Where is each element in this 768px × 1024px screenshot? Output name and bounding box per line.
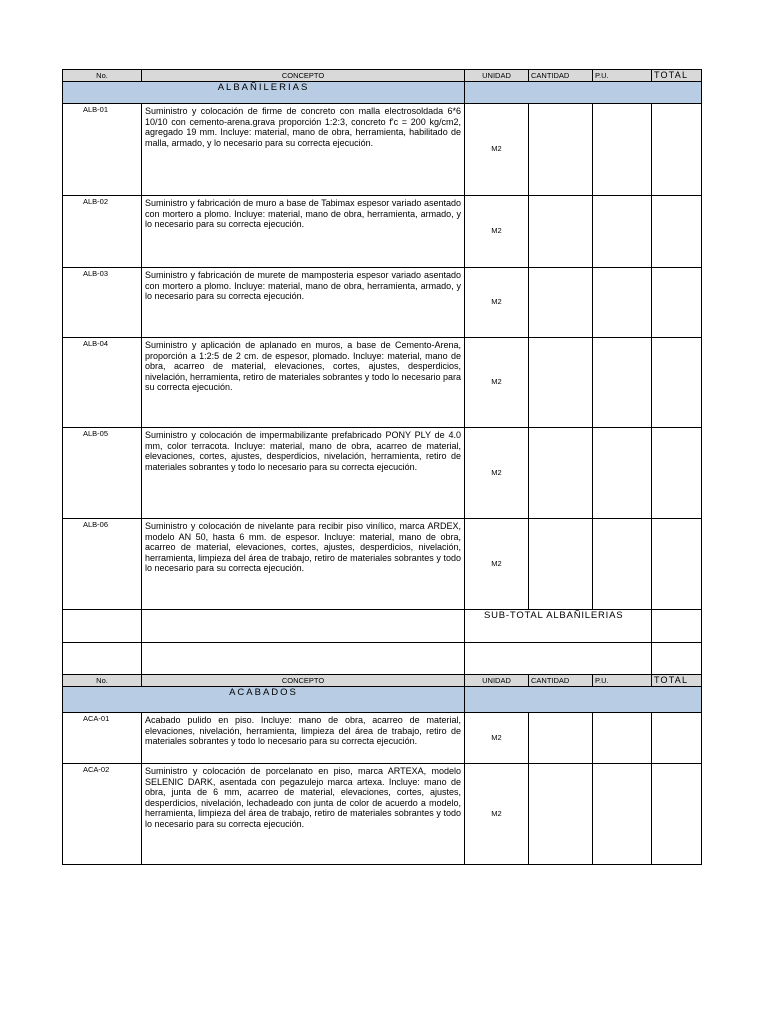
header-no: No.	[63, 675, 142, 687]
item-pu[interactable]	[593, 338, 652, 428]
item-cantidad[interactable]	[529, 196, 593, 268]
table-header-row	[63, 70, 702, 82]
table-row	[63, 268, 702, 338]
blank-cell	[465, 643, 652, 675]
item-total[interactable]	[652, 338, 702, 428]
budget-table	[62, 69, 702, 865]
item-unit: M2	[465, 196, 529, 268]
item-pu[interactable]	[593, 428, 652, 519]
item-total[interactable]	[652, 713, 702, 764]
subtotal-row	[63, 610, 702, 643]
item-description: Suministro y colocación de porcelanato en piso, marca ARTEXA, modelo SELENIC DARK, asentada con pegazulejo marca artexa. Incluye: mano de obra, junta de 6 mm, acarreo de material, elevaciones, cortes, ajustes, desperdicios, nivelación, lechadeado con junta de color de acuerdo a modelo, herramienta, limpieza del área de trabajo, retiro de materiales sobrantes y todo lo necesario para su correcta ejecución.	[142, 764, 465, 865]
item-pu[interactable]	[593, 519, 652, 610]
item-description: Suministro y aplicación de aplanado en muros, a base de Cemento-Arena, proporción a 1:2:5 de 2 cm. de espesor, plomado. Incluye: material, mano de obra, acarreo de material, elevaciones, cortes, ajustes, desperdicios, nivelación, herramienta, retiro de materiales sobrantes y todo lo necesario para su correcta ejecución.	[142, 338, 465, 428]
item-cantidad[interactable]	[529, 338, 593, 428]
table-row	[63, 713, 702, 764]
item-description: Suministro y colocación de nivelante para recibir piso vinílico, marca ARDEX, modelo AN 50, hasta 6 mm. de espesor. Incluye: material, mano de obra, acarreo de material, elevaciones, cortes, ajustes, desperdicios, nivelación, herramienta, limpieza del área de trabajo, retiro de materiales sobrantes y todo lo necesario para su correcta ejecución.	[142, 519, 465, 610]
header-total: TOTAL	[652, 70, 702, 82]
item-total[interactable]	[652, 268, 702, 338]
table-row	[63, 104, 702, 196]
section-fill	[465, 687, 702, 713]
item-unit: M2	[465, 713, 529, 764]
item-cantidad[interactable]	[529, 764, 593, 865]
section-fill	[465, 82, 702, 104]
blank-cell	[63, 643, 142, 675]
header-pu: P.U.	[593, 70, 652, 82]
section-title: ACABADOS	[63, 687, 465, 713]
table-row	[63, 338, 702, 428]
header-unidad: UNIDAD	[465, 675, 529, 687]
item-unit: M2	[465, 338, 529, 428]
item-cantidad[interactable]	[529, 428, 593, 519]
item-code: ALB-01	[63, 104, 142, 196]
item-unit: M2	[465, 268, 529, 338]
table-row	[63, 196, 702, 268]
item-code: ALB-02	[63, 196, 142, 268]
table-row	[63, 519, 702, 610]
subtotal-value[interactable]	[652, 610, 702, 643]
item-code: ALB-03	[63, 268, 142, 338]
item-total[interactable]	[652, 104, 702, 196]
header-pu: P.U.	[593, 675, 652, 687]
blank-row	[63, 643, 702, 675]
item-unit: M2	[465, 104, 529, 196]
header-cantidad: CANTIDAD	[529, 70, 593, 82]
item-cantidad[interactable]	[529, 104, 593, 196]
header-concepto: CONCEPTO	[142, 70, 465, 82]
item-code: ACA-02	[63, 764, 142, 865]
item-code: ALB-06	[63, 519, 142, 610]
item-description: Suministro y fabricación de muro a base de Tabimax espesor variado asentado con mortero a plomo. Incluye: material, mano de obra, herramienta, armado, y lo necesario para su correcta ejecución.	[142, 196, 465, 268]
blank-cell	[652, 643, 702, 675]
table-row	[63, 764, 702, 865]
section-row	[63, 82, 702, 104]
section-title: ALBAÑILERIAS	[63, 82, 465, 104]
item-cantidad[interactable]	[529, 713, 593, 764]
item-code: ALB-05	[63, 428, 142, 519]
item-pu[interactable]	[593, 104, 652, 196]
item-description: Suministro y colocación de impermabilizante prefabricado PONY PLY de 4.0 mm, color terracota. Incluye: material, mano de obra, acarreo de material, elevaciones, cortes, ajustes, desperdicios, nivelación, herramienta, retiro de materiales sobrantes y todo lo necesario para su correcta ejecución.	[142, 428, 465, 519]
section-row	[63, 687, 702, 713]
item-total[interactable]	[652, 519, 702, 610]
item-cantidad[interactable]	[529, 519, 593, 610]
item-total[interactable]	[652, 764, 702, 865]
item-unit: M2	[465, 764, 529, 865]
subtotal-empty	[63, 610, 142, 643]
item-pu[interactable]	[593, 196, 652, 268]
item-description: Suministro y fabricación de murete de mamposteria espesor variado asentado con mortero a plomo. Incluye: material, mano de obra, herramienta, armado, y lo necesario para su correcta ejecución.	[142, 268, 465, 338]
item-code: ALB-04	[63, 338, 142, 428]
item-description: Acabado pulido en piso. Incluye: mano de obra, acarreo de material, elevaciones, nivelación, herramienta, limpieza del área de trabajo, retiro de materiales sobrantes y todo lo necesario para su correcta ejecución.	[142, 713, 465, 764]
item-code: ACA-01	[63, 713, 142, 764]
table-row	[63, 428, 702, 519]
item-cantidad[interactable]	[529, 268, 593, 338]
subtotal-empty	[142, 610, 465, 643]
item-pu[interactable]	[593, 713, 652, 764]
item-total[interactable]	[652, 196, 702, 268]
budget-sheet	[62, 69, 701, 865]
item-pu[interactable]	[593, 268, 652, 338]
blank-cell	[142, 643, 465, 675]
header-cantidad: CANTIDAD	[529, 675, 593, 687]
item-description: Suministro y colocación de firme de concreto con malla electrosoldada 6*6 10/10 con cemento-arena.grava proporción 1:2:3, concreto f'c = 200 kg/cm2, agregado 19 mm. Incluye: material, mano de obra, herramienta, habilitado de malla, armado, y lo necesario para su correcta ejecución.	[142, 104, 465, 196]
table-header-row	[63, 675, 702, 687]
item-unit: M2	[465, 519, 529, 610]
item-unit: M2	[465, 428, 529, 519]
header-unidad: UNIDAD	[465, 70, 529, 82]
subtotal-label: SUB-TOTAL ALBAÑILERIAS	[465, 610, 652, 643]
header-total: TOTAL	[652, 675, 702, 687]
item-pu[interactable]	[593, 764, 652, 865]
header-no: No.	[63, 70, 142, 82]
item-total[interactable]	[652, 428, 702, 519]
header-concepto: CONCEPTO	[142, 675, 465, 687]
